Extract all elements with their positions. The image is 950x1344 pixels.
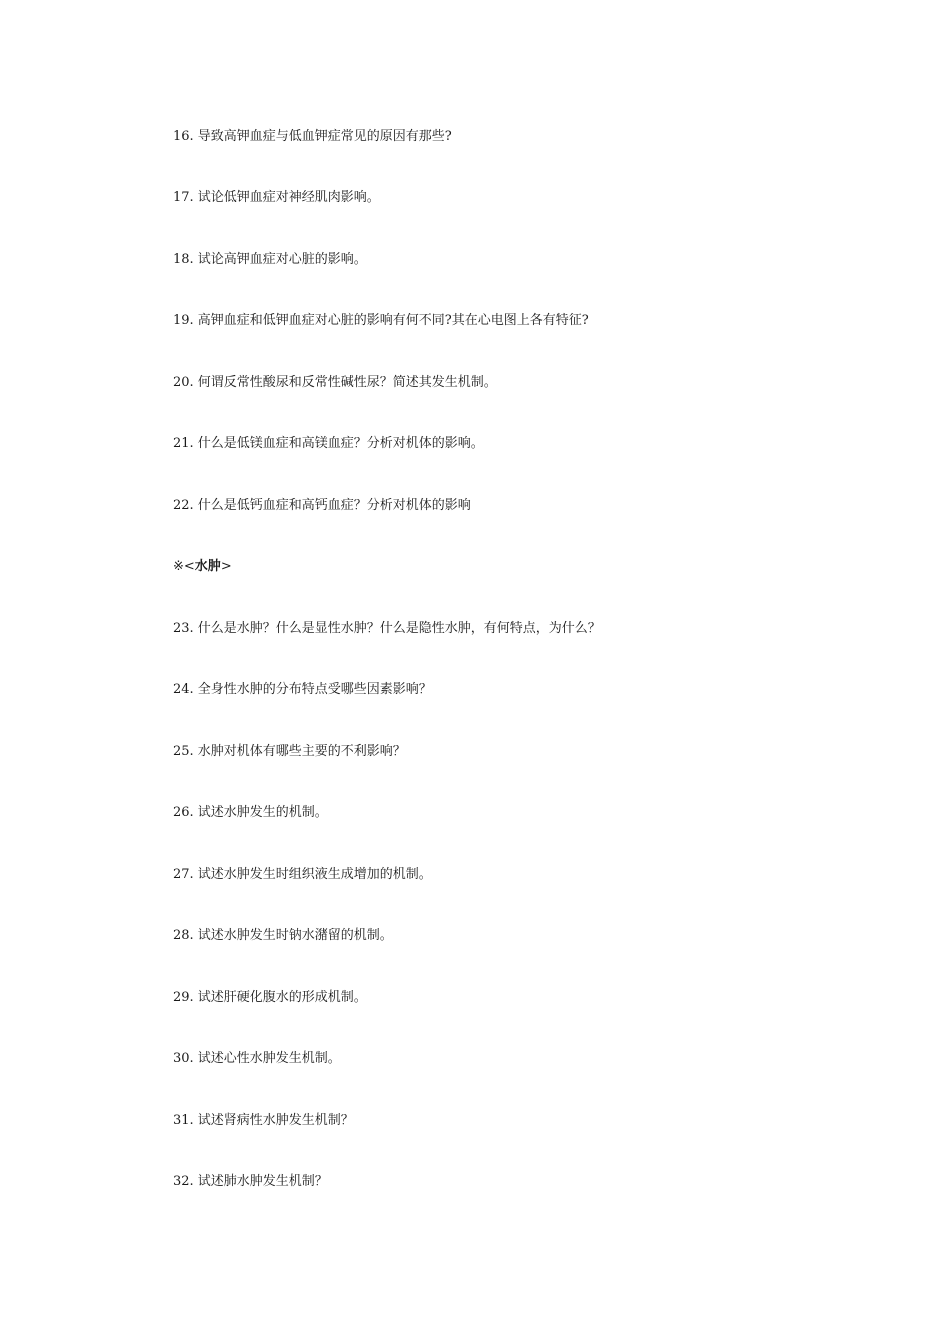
question-19: 19. 高钾血症和低钾血症对心脏的影响有何不同?其在心电图上各有特征?: [173, 313, 589, 328]
question-27: 27. 试述水肿发生时组织液生成增加的机制。: [173, 867, 432, 882]
question-23: 23. 什么是水肿？什么是显性水肿？什么是隐性水肿，有何特点，为什么？: [173, 621, 601, 636]
section-heading-edema: [173, 558, 232, 576]
question-25: 25. 水肿对机体有哪些主要的不利影响？: [173, 744, 406, 759]
question-24: 24. 全身性水肿的分布特点受哪些因素影响？: [173, 682, 432, 697]
question-21: 21. 什么是低镁血症和高镁血症？分析对机体的影响。: [173, 436, 484, 451]
section-heading-prefix: ※<: [173, 559, 195, 574]
question-32: 32. 试述肺水肿发生机制？: [173, 1174, 328, 1189]
question-30: 30. 试述心性水肿发生机制。: [173, 1051, 341, 1066]
question-29: 29. 试述肝硬化腹水的形成机制。: [173, 990, 367, 1005]
question-26: 26. 试述水肿发生的机制。: [173, 805, 328, 820]
question-17: 17. 试论低钾血症对神经肌肉影响。: [173, 190, 380, 205]
question-22: 22. 什么是低钙血症和高钙血症？分析对机体的影响: [173, 498, 471, 513]
question-20: 20. 何谓反常性酸尿和反常性碱性尿？简述其发生机制。: [173, 375, 497, 390]
question-31: 31. 试述肾病性水肿发生机制？: [173, 1113, 354, 1128]
question-28: 28. 试述水肿发生时钠水潴留的机制。: [173, 928, 393, 943]
section-heading-title: 水肿: [194, 559, 221, 574]
question-18: 18. 试论高钾血症对心脏的影响。: [173, 252, 367, 267]
section-heading-suffix: >: [220, 559, 232, 574]
question-16: 16. 导致高钾血症与低血钾症常见的原因有那些?: [173, 129, 452, 144]
